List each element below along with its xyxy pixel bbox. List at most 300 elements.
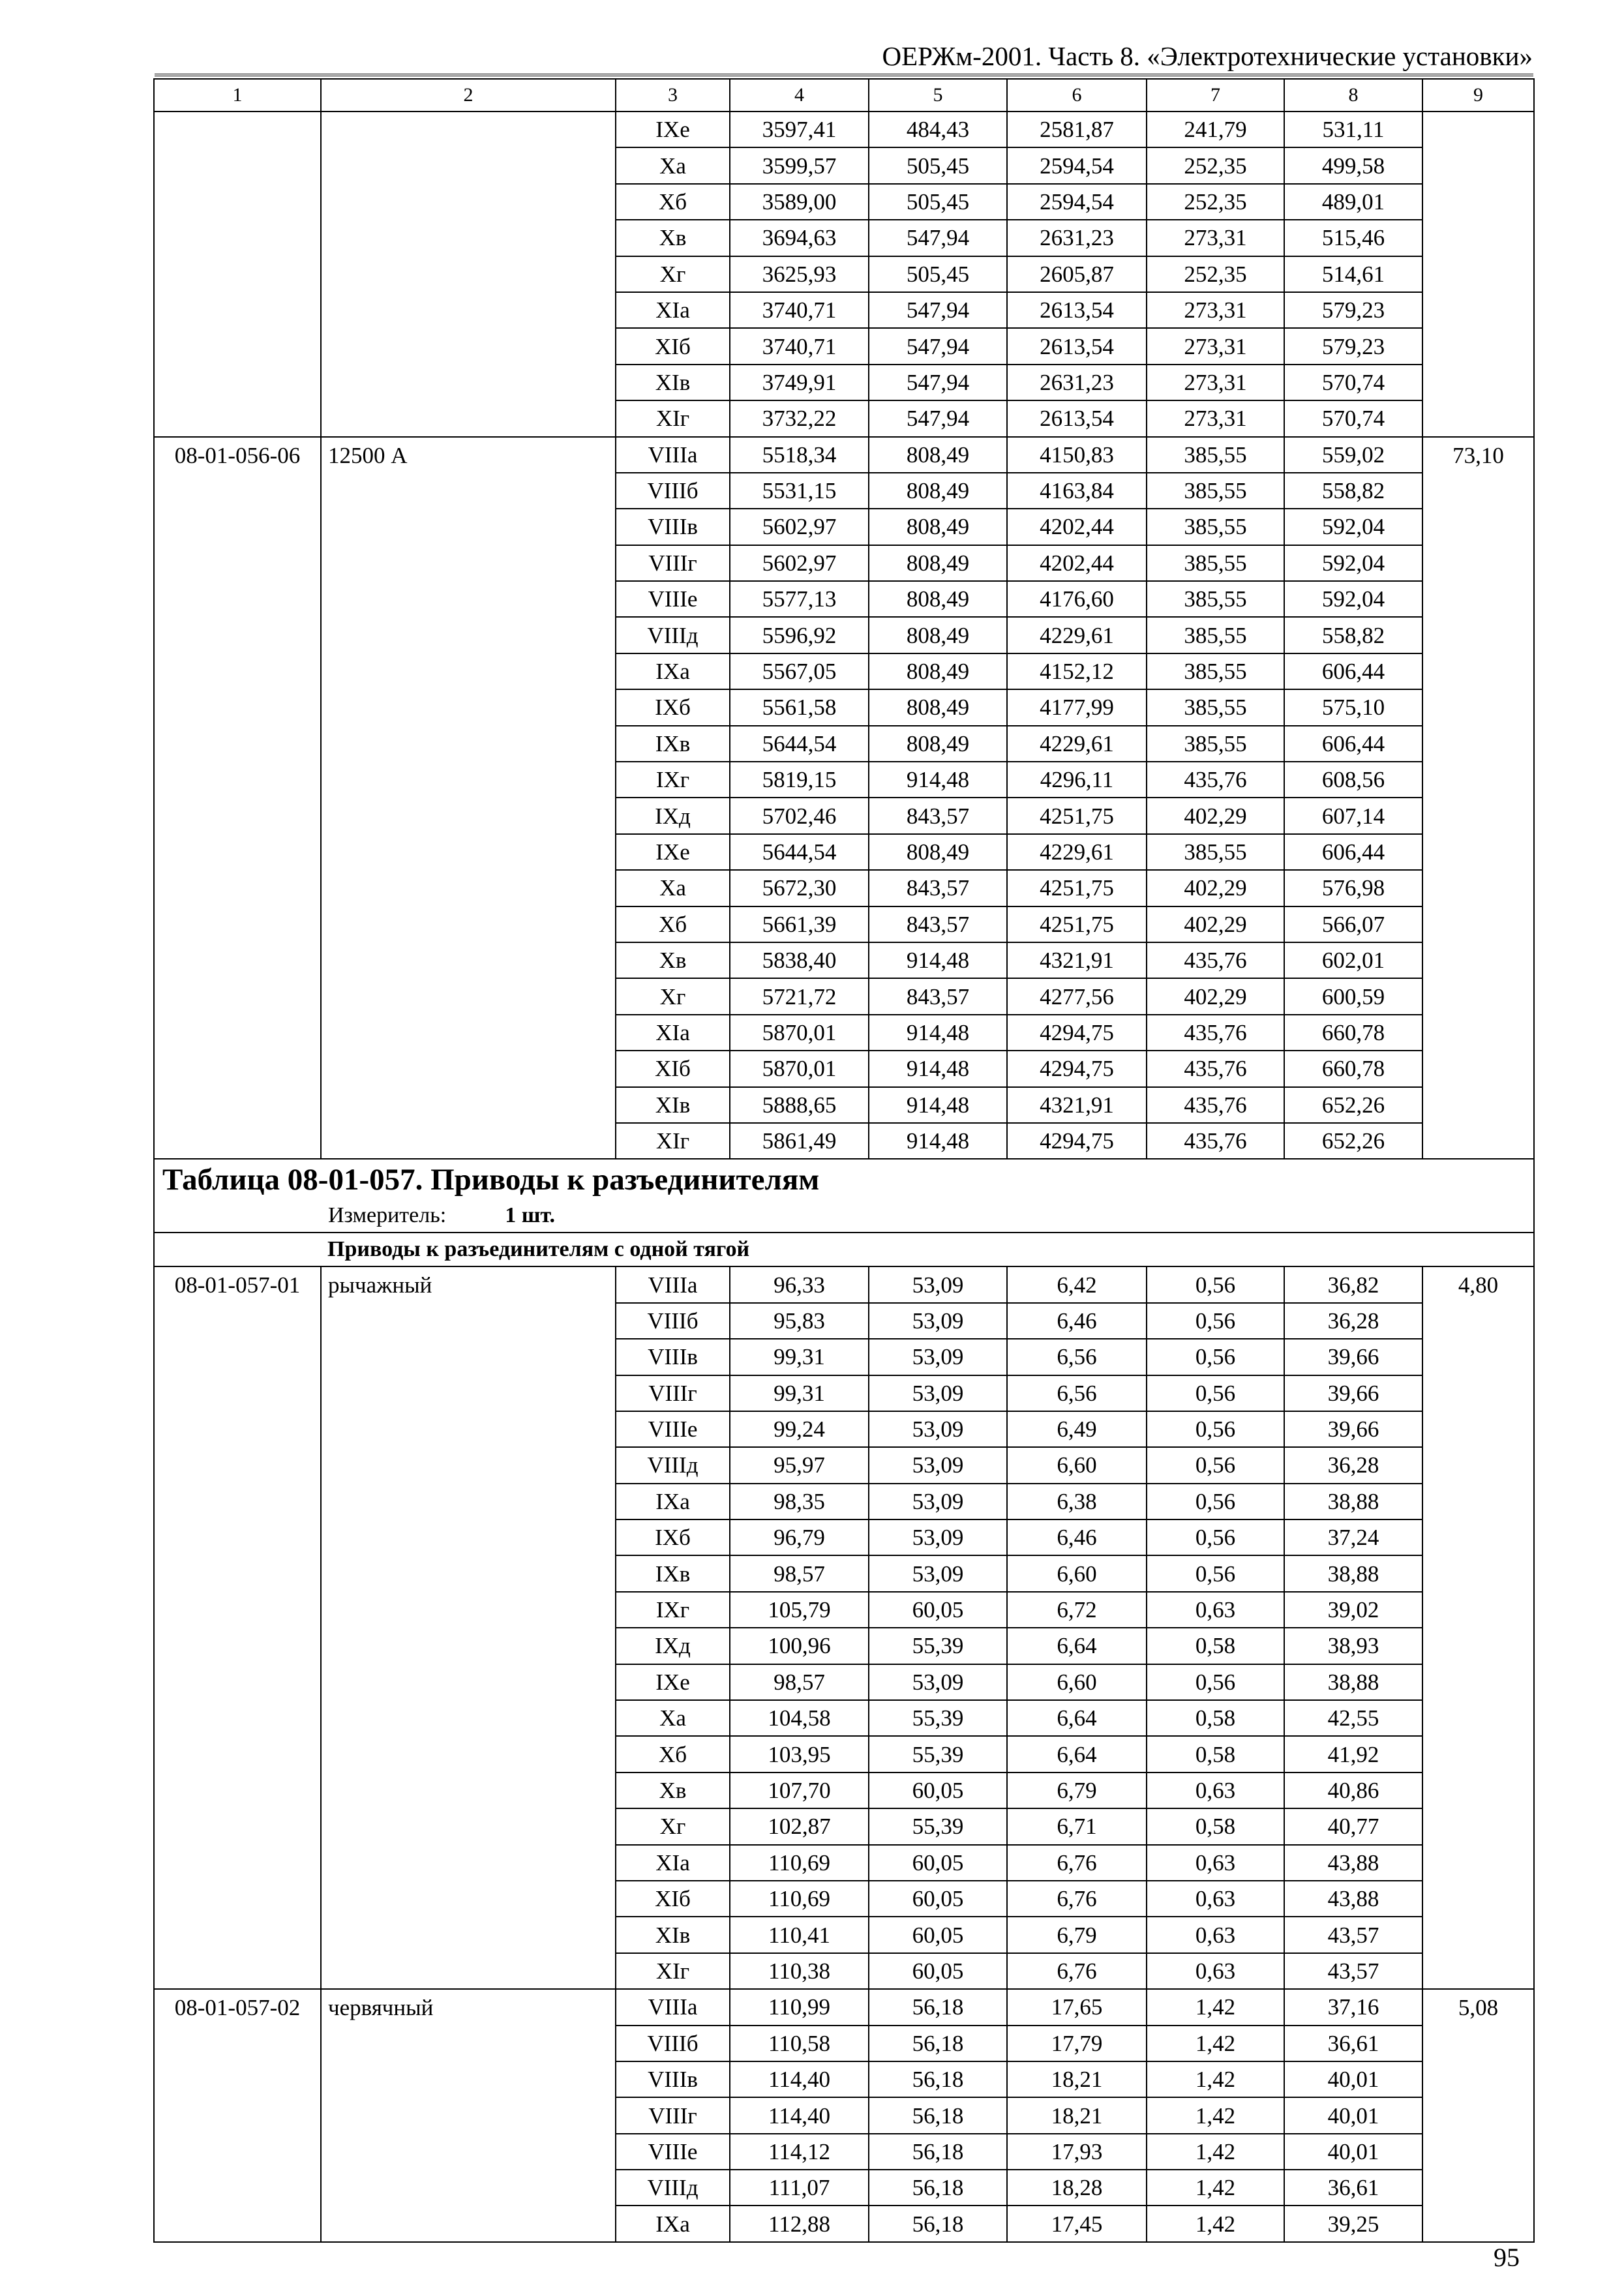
value-cell: 0,58 [1147,1808,1284,1844]
value-cell: 5531,15 [730,473,869,509]
zone-cell: XIг [616,1953,730,1989]
value-cell: 41,92 [1284,1736,1422,1772]
value-cell: 0,63 [1147,1773,1284,1808]
value-cell: 53,09 [869,1484,1007,1519]
value-cell: 2631,23 [1007,365,1147,400]
value-cell: 435,76 [1147,762,1284,798]
zone-cell: VIIIв [616,1339,730,1375]
value-cell: 0,63 [1147,1592,1284,1628]
value-cell: 252,35 [1147,147,1284,183]
zone-cell: Xг [616,978,730,1014]
value-cell: 102,87 [730,1808,869,1844]
value-cell: 385,55 [1147,653,1284,689]
table-body [154,79,1534,2242]
value-cell: 514,61 [1284,256,1422,292]
value-cell: 5577,13 [730,581,869,617]
column-number: 1 [154,79,321,112]
value-cell: 273,31 [1147,328,1284,364]
value-cell: 43,88 [1284,1881,1422,1917]
value-cell: 559,02 [1284,437,1422,473]
value-cell: 0,58 [1147,1628,1284,1664]
code-cell: 08-01-057-02 [154,1989,321,2242]
zone-cell: IXг [616,1592,730,1628]
value-cell: 56,18 [869,2026,1007,2061]
value-cell: 273,31 [1147,365,1284,400]
value-cell: 104,58 [730,1700,869,1736]
zone-cell: IXг [616,762,730,798]
value-cell: 53,09 [869,1664,1007,1700]
value-cell: 2581,87 [1007,112,1147,147]
value-cell: 1,42 [1147,2097,1284,2133]
value-cell: 808,49 [869,617,1007,653]
value-cell: 3740,71 [730,292,869,328]
value-cell: 60,05 [869,1881,1007,1917]
value-cell: 547,94 [869,365,1007,400]
value-cell: 56,18 [869,1989,1007,2025]
category-cell: 5,08 [1422,1989,1534,2242]
value-cell: 6,72 [1007,1592,1147,1628]
value-cell: 515,46 [1284,220,1422,256]
value-cell: 1,42 [1147,2206,1284,2241]
value-cell: 114,40 [730,2061,869,2097]
value-cell: 96,33 [730,1266,869,1302]
value-cell: 547,94 [869,328,1007,364]
value-cell: 6,46 [1007,1303,1147,1339]
value-cell: 5870,01 [730,1015,869,1051]
value-cell: 5702,46 [730,798,869,833]
column-number: 9 [1422,79,1534,112]
zone-cell: VIIIа [616,1989,730,2025]
value-cell: 660,78 [1284,1015,1422,1051]
zone-cell: IXа [616,653,730,689]
value-cell: 2594,54 [1007,184,1147,220]
value-cell: 547,94 [869,400,1007,436]
zone-cell: XIб [616,328,730,364]
value-cell: 17,65 [1007,1989,1147,2025]
value-cell: 252,35 [1147,184,1284,220]
value-cell: 55,39 [869,1628,1007,1664]
value-cell: 6,76 [1007,1953,1147,1989]
value-cell: 547,94 [869,220,1007,256]
value-cell: 4163,84 [1007,473,1147,509]
value-cell: 592,04 [1284,581,1422,617]
zone-cell: XIв [616,365,730,400]
value-cell: 566,07 [1284,906,1422,942]
value-cell: 5888,65 [730,1087,869,1123]
code-cell [154,112,321,437]
value-cell: 0,63 [1147,1845,1284,1881]
value-cell: 402,29 [1147,978,1284,1014]
value-cell: 5518,34 [730,437,869,473]
value-cell: 592,04 [1284,509,1422,545]
value-cell: 6,49 [1007,1411,1147,1447]
value-cell: 505,45 [869,256,1007,292]
zone-cell: IXв [616,1555,730,1591]
value-cell: 6,64 [1007,1628,1147,1664]
value-cell: 575,10 [1284,689,1422,725]
value-cell: 5870,01 [730,1051,869,1086]
value-cell: 55,39 [869,1808,1007,1844]
column-number: 8 [1284,79,1422,112]
value-cell: 4202,44 [1007,545,1147,581]
value-cell: 1,42 [1147,1989,1284,2025]
value-cell: 95,97 [730,1447,869,1483]
value-cell: 808,49 [869,726,1007,762]
value-cell: 39,66 [1284,1411,1422,1447]
code-cell: 08-01-057-01 [154,1266,321,1989]
value-cell: 6,71 [1007,1808,1147,1844]
value-cell: 39,66 [1284,1375,1422,1411]
zone-cell: Xб [616,1736,730,1772]
value-cell: 4294,75 [1007,1051,1147,1086]
zone-cell: IXе [616,112,730,147]
value-cell: 914,48 [869,942,1007,978]
value-cell: 114,12 [730,2134,869,2170]
value-cell: 4277,56 [1007,978,1147,1014]
value-cell: 576,98 [1284,870,1422,906]
value-cell: 37,24 [1284,1519,1422,1555]
value-cell: 0,58 [1147,1700,1284,1736]
value-cell: 53,09 [869,1339,1007,1375]
value-cell: 808,49 [869,473,1007,509]
table-title-block [154,1159,1534,1233]
value-cell: 0,56 [1147,1303,1284,1339]
value-cell: 42,55 [1284,1700,1422,1736]
value-cell: 6,56 [1007,1375,1147,1411]
value-cell: 4294,75 [1007,1123,1147,1159]
zone-cell: IXе [616,834,730,870]
value-cell: 5838,40 [730,942,869,978]
value-cell: 53,09 [869,1447,1007,1483]
value-cell: 241,79 [1147,112,1284,147]
zone-cell: IXв [616,726,730,762]
value-cell: 112,88 [730,2206,869,2241]
value-cell: 17,79 [1007,2026,1147,2061]
value-cell: 843,57 [869,798,1007,833]
zone-cell: XIб [616,1051,730,1086]
column-number-row [154,79,1534,112]
value-cell: 0,56 [1147,1339,1284,1375]
value-cell: 6,56 [1007,1339,1147,1375]
value-cell: 53,09 [869,1303,1007,1339]
value-cell: 3599,57 [730,147,869,183]
value-cell: 53,09 [869,1555,1007,1591]
value-cell: 843,57 [869,978,1007,1014]
value-cell: 18,28 [1007,2170,1147,2206]
page-number: 95 [1494,2243,1520,2272]
zone-cell: XIа [616,1015,730,1051]
value-cell: 107,70 [730,1773,869,1808]
zone-cell: VIIIе [616,581,730,617]
value-cell: 602,01 [1284,942,1422,978]
zone-cell: XIг [616,1123,730,1159]
value-cell: 2613,54 [1007,292,1147,328]
value-cell: 36,61 [1284,2026,1422,2061]
value-cell: 435,76 [1147,1087,1284,1123]
zone-cell: IXд [616,798,730,833]
value-cell: 0,58 [1147,1736,1284,1772]
value-cell: 273,31 [1147,400,1284,436]
value-cell: 2594,54 [1007,147,1147,183]
table-row [154,112,1534,147]
value-cell: 36,82 [1284,1266,1422,1302]
value-cell: 273,31 [1147,220,1284,256]
value-cell: 36,28 [1284,1447,1422,1483]
value-cell: 110,41 [730,1917,869,1952]
zone-cell: XIа [616,1845,730,1881]
value-cell: 53,09 [869,1519,1007,1555]
value-cell: 385,55 [1147,726,1284,762]
value-cell: 17,93 [1007,2134,1147,2170]
zone-cell: Xв [616,1773,730,1808]
value-cell: 56,18 [869,2097,1007,2133]
value-cell: 38,88 [1284,1555,1422,1591]
value-cell: 5672,30 [730,870,869,906]
zone-cell: IXа [616,2206,730,2241]
value-cell: 5596,92 [730,617,869,653]
value-cell: 4251,75 [1007,906,1147,942]
value-cell: 0,63 [1147,1881,1284,1917]
zone-cell: XIг [616,400,730,436]
unit-value: 1 шт. [505,1203,556,1228]
table-title: Таблица 08-01-057. Приводы к разъединителям [162,1163,820,1197]
value-cell: 5644,54 [730,834,869,870]
rates-table [153,78,1535,2243]
value-cell: 402,29 [1147,798,1284,833]
value-cell: 6,60 [1007,1664,1147,1700]
value-cell: 808,49 [869,437,1007,473]
column-number: 2 [321,79,616,112]
value-cell: 36,28 [1284,1303,1422,1339]
zone-cell: IXб [616,1519,730,1555]
value-cell: 38,93 [1284,1628,1422,1664]
subheading-row [154,1233,1534,1266]
value-cell: 5861,49 [730,1123,869,1159]
value-cell: 2631,23 [1007,220,1147,256]
value-cell: 4294,75 [1007,1015,1147,1051]
value-cell: 55,39 [869,1700,1007,1736]
value-cell: 5644,54 [730,726,869,762]
zone-cell: IXб [616,689,730,725]
value-cell: 111,07 [730,2170,869,2206]
value-cell: 2613,54 [1007,400,1147,436]
value-cell: 56,18 [869,2206,1007,2241]
value-cell: 103,95 [730,1736,869,1772]
value-cell: 0,56 [1147,1411,1284,1447]
category-cell: 4,80 [1422,1266,1534,1989]
zone-cell: XIв [616,1917,730,1952]
unit-label: Измеритель: [328,1203,447,1228]
zone-cell: VIIIг [616,1375,730,1411]
value-cell: 43,88 [1284,1845,1422,1881]
value-cell: 4202,44 [1007,509,1147,545]
zone-cell: Xб [616,906,730,942]
value-cell: 2613,54 [1007,328,1147,364]
zone-cell: Xв [616,942,730,978]
value-cell: 435,76 [1147,1051,1284,1086]
value-cell: 4229,61 [1007,834,1147,870]
value-cell: 385,55 [1147,689,1284,725]
value-cell: 98,35 [730,1484,869,1519]
value-cell: 96,79 [730,1519,869,1555]
value-cell: 6,60 [1007,1555,1147,1591]
value-cell: 110,69 [730,1881,869,1917]
value-cell: 3732,22 [730,400,869,436]
value-cell: 531,11 [1284,112,1422,147]
value-cell: 5721,72 [730,978,869,1014]
value-cell: 100,96 [730,1628,869,1664]
value-cell: 53,09 [869,1375,1007,1411]
zone-cell: Xа [616,1700,730,1736]
value-cell: 4152,12 [1007,653,1147,689]
table-subheading: Приводы к разъединителям с одной тягой [154,1233,1534,1266]
value-cell: 843,57 [869,870,1007,906]
value-cell: 3589,00 [730,184,869,220]
zone-cell: Xг [616,1808,730,1844]
value-cell: 60,05 [869,1773,1007,1808]
value-cell: 6,76 [1007,1881,1147,1917]
value-cell: 0,56 [1147,1447,1284,1483]
name-cell: 12500 А [321,437,616,1159]
value-cell: 252,35 [1147,256,1284,292]
value-cell: 40,77 [1284,1808,1422,1844]
zone-cell: IXд [616,1628,730,1664]
value-cell: 39,66 [1284,1339,1422,1375]
zone-cell: XIа [616,292,730,328]
value-cell: 4177,99 [1007,689,1147,725]
value-cell: 110,69 [730,1845,869,1881]
value-cell: 484,43 [869,112,1007,147]
value-cell: 60,05 [869,1953,1007,1989]
value-cell: 53,09 [869,1411,1007,1447]
value-cell: 435,76 [1147,1123,1284,1159]
value-cell: 5661,39 [730,906,869,942]
category-cell [1422,112,1534,437]
value-cell: 606,44 [1284,726,1422,762]
value-cell: 18,21 [1007,2061,1147,2097]
value-cell: 1,42 [1147,2170,1284,2206]
value-cell: 505,45 [869,147,1007,183]
value-cell: 37,16 [1284,1989,1422,2025]
value-cell: 914,48 [869,1015,1007,1051]
value-cell: 40,01 [1284,2097,1422,2133]
zone-cell: VIIIд [616,617,730,653]
value-cell: 385,55 [1147,473,1284,509]
value-cell: 3625,93 [730,256,869,292]
value-cell: 6,64 [1007,1700,1147,1736]
value-cell: 547,94 [869,292,1007,328]
zone-cell: Xа [616,147,730,183]
zone-cell: VIIIб [616,2026,730,2061]
value-cell: 4296,11 [1007,762,1147,798]
value-cell: 43,57 [1284,1953,1422,1989]
value-cell: 6,64 [1007,1736,1147,1772]
value-cell: 1,42 [1147,2026,1284,2061]
value-cell: 607,14 [1284,798,1422,833]
value-cell: 435,76 [1147,1015,1284,1051]
value-cell: 385,55 [1147,545,1284,581]
value-cell: 36,61 [1284,2170,1422,2206]
value-cell: 808,49 [869,545,1007,581]
value-cell: 579,23 [1284,328,1422,364]
value-cell: 39,02 [1284,1592,1422,1628]
zone-cell: Xа [616,870,730,906]
value-cell: 6,79 [1007,1917,1147,1952]
value-cell: 39,25 [1284,2206,1422,2241]
zone-cell: VIIIа [616,1266,730,1302]
value-cell: 273,31 [1147,292,1284,328]
value-cell: 110,99 [730,1989,869,2025]
zone-cell: VIIIе [616,2134,730,2170]
value-cell: 0,56 [1147,1484,1284,1519]
value-cell: 4251,75 [1007,798,1147,833]
name-cell: червячный [321,1989,616,2242]
value-cell: 99,24 [730,1411,869,1447]
zone-cell: VIIIг [616,545,730,581]
value-cell: 4321,91 [1007,1087,1147,1123]
value-cell: 4321,91 [1007,942,1147,978]
value-cell: 4229,61 [1007,617,1147,653]
value-cell: 0,63 [1147,1953,1284,1989]
value-cell: 40,86 [1284,1773,1422,1808]
value-cell: 600,59 [1284,978,1422,1014]
code-cell: 08-01-056-06 [154,437,321,1159]
value-cell: 95,83 [730,1303,869,1339]
value-cell: 4176,60 [1007,581,1147,617]
column-number: 3 [616,79,730,112]
value-cell: 5602,97 [730,509,869,545]
value-cell: 3597,41 [730,112,869,147]
value-cell: 56,18 [869,2061,1007,2097]
table-row [154,1989,1534,2025]
zone-cell: VIIIд [616,1447,730,1483]
value-cell: 110,58 [730,2026,869,2061]
zone-cell: VIIIв [616,2061,730,2097]
value-cell: 914,48 [869,1087,1007,1123]
value-cell: 558,82 [1284,617,1422,653]
value-cell: 505,45 [869,184,1007,220]
header-rule [155,74,1533,76]
value-cell: 385,55 [1147,437,1284,473]
value-cell: 0,56 [1147,1266,1284,1302]
value-cell: 56,18 [869,2170,1007,2206]
value-cell: 2605,87 [1007,256,1147,292]
value-cell: 98,57 [730,1555,869,1591]
value-cell: 435,76 [1147,942,1284,978]
zone-cell: VIIIв [616,509,730,545]
table-title-row [154,1159,1534,1233]
value-cell: 385,55 [1147,617,1284,653]
value-cell: 56,18 [869,2134,1007,2170]
value-cell: 0,63 [1147,1917,1284,1952]
zone-cell: VIIIе [616,1411,730,1447]
zone-cell: Xб [616,184,730,220]
value-cell: 0,56 [1147,1555,1284,1591]
name-cell [321,112,616,437]
value-cell: 0,56 [1147,1519,1284,1555]
value-cell: 6,76 [1007,1845,1147,1881]
value-cell: 0,56 [1147,1664,1284,1700]
column-number: 5 [869,79,1007,112]
value-cell: 385,55 [1147,834,1284,870]
value-cell: 38,88 [1284,1484,1422,1519]
value-cell: 570,74 [1284,400,1422,436]
value-cell: 38,88 [1284,1664,1422,1700]
value-cell: 914,48 [869,1123,1007,1159]
table-row [154,437,1534,473]
value-cell: 6,42 [1007,1266,1147,1302]
value-cell: 1,42 [1147,2061,1284,2097]
